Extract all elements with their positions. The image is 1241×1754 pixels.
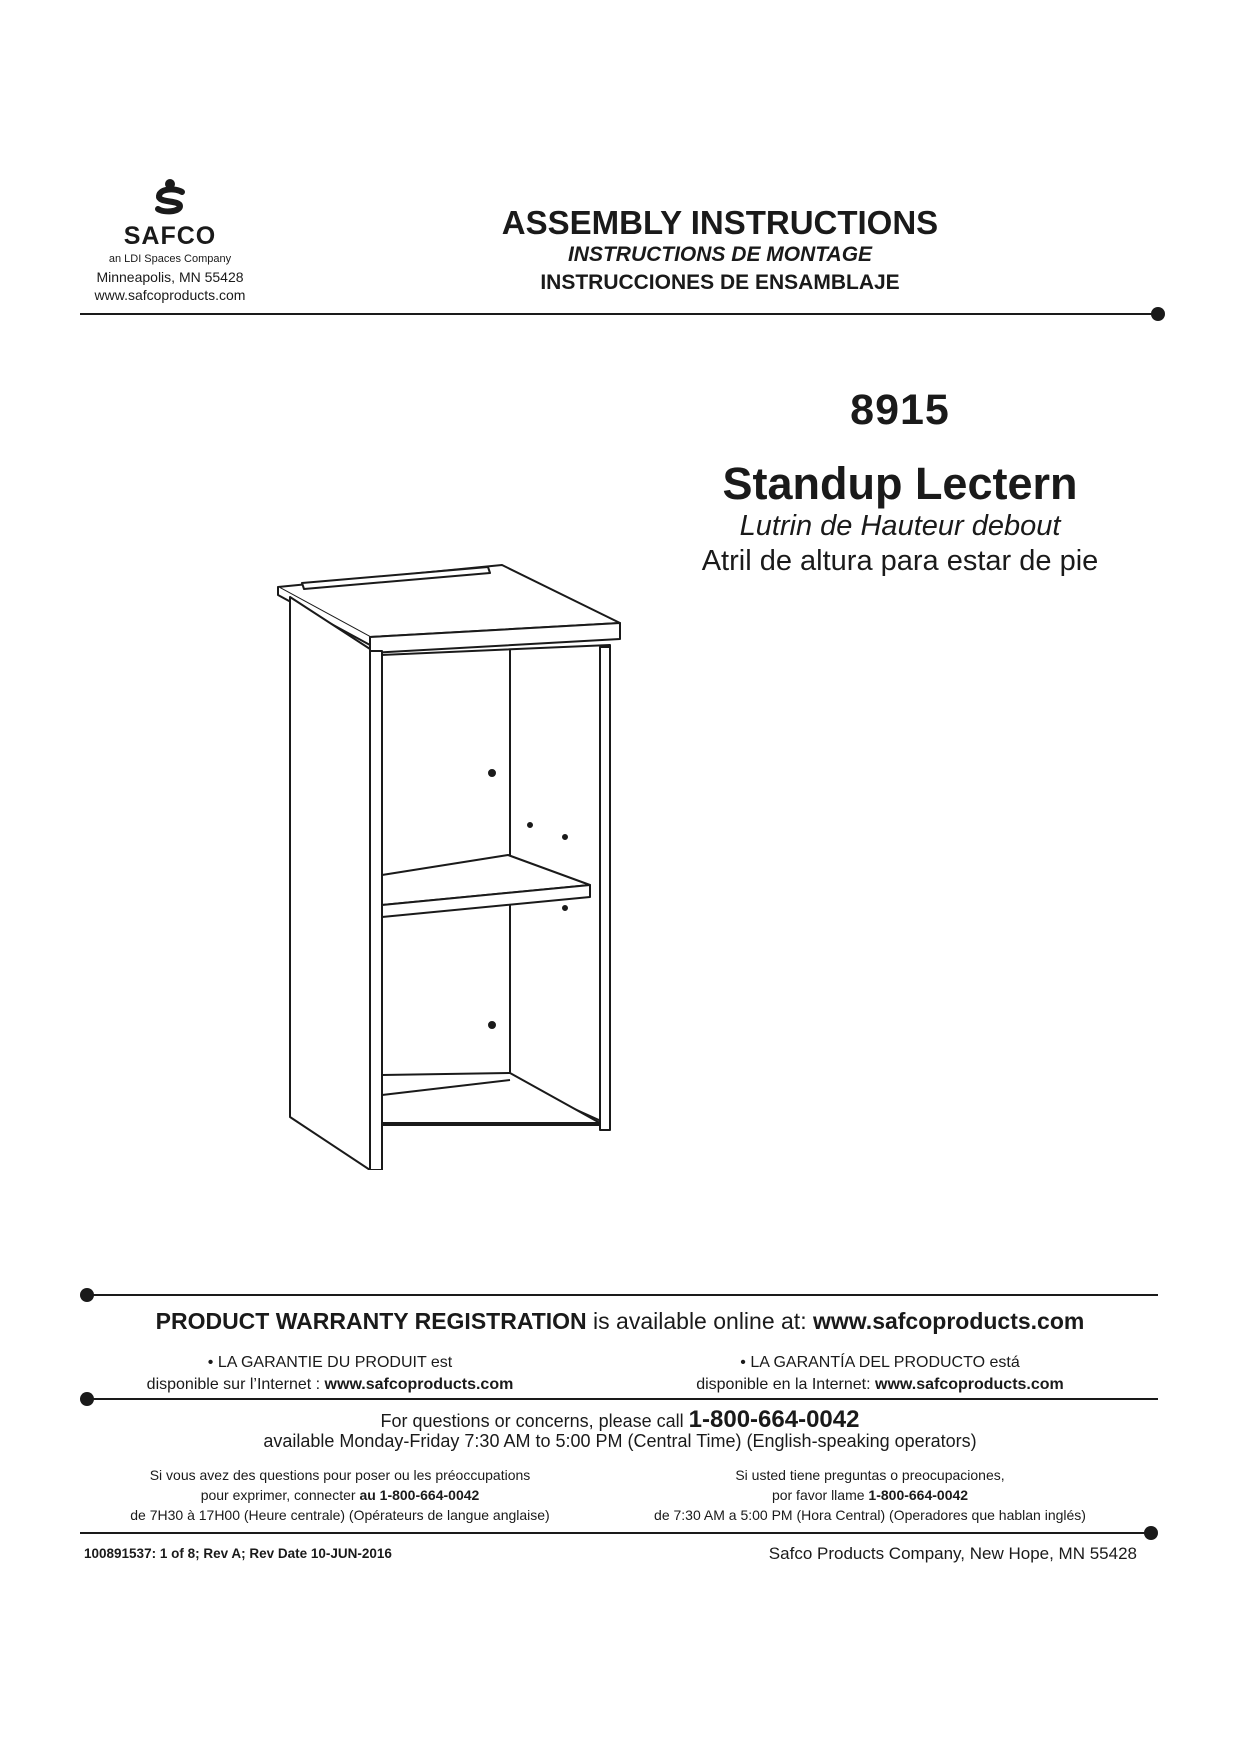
warranty-spanish — [620, 1352, 1140, 1396]
warranty-url[interactable]: www.safcoproducts.com — [812, 1308, 1085, 1334]
questions-availability: available Monday-Friday 7:30 AM to 5:00 PM (Central Time) (English-speaking operators) — [263, 1431, 977, 1451]
questions-french — [80, 1465, 600, 1525]
questions-french-line3: de 7H30 à 17H00 (Heure centrale) (Opérateurs de langue anglaise) — [130, 1507, 550, 1523]
warranty-spanish-line1: • LA GARANTÍA DEL PRODUCTO está — [740, 1354, 1020, 1371]
questions-spanish — [610, 1465, 1130, 1525]
warranty-spanish-url[interactable]: www.safcoproducts.com — [875, 1376, 1064, 1393]
product-name-english: Standup Lectern — [722, 458, 1078, 509]
footer-divider-dot — [1144, 1526, 1158, 1540]
warranty-label: PRODUCT WARRANTY REGISTRATION — [155, 1308, 587, 1334]
questions-divider — [88, 1398, 1158, 1400]
title-french: INSTRUCTIONS DE MONTAGE — [567, 243, 873, 266]
header-divider — [80, 313, 1158, 315]
questions-french-phone[interactable]: au 1-800-664-0042 — [359, 1487, 480, 1503]
warranty-top-divider — [88, 1294, 1158, 1296]
questions-spanish-prefix: por favor llame — [771, 1487, 869, 1503]
questions-spanish-line1: Si usted tiene preguntas o preocupaciones, — [735, 1467, 1005, 1483]
questions-phone[interactable]: 1-800-664-0042 — [688, 1406, 860, 1433]
brand-subtitle: an LDI Spaces Company — [108, 253, 232, 265]
questions-french-prefix: pour exprimer, connecter — [200, 1487, 360, 1503]
questions-french-line1: Si vous avez des questions pour poser ou les préoccupations — [149, 1467, 531, 1483]
warranty-french — [70, 1352, 590, 1396]
title-english: ASSEMBLY INSTRUCTIONS — [501, 204, 939, 241]
questions-contact — [200, 1406, 1040, 1451]
company-address: Safco Products Company, New Hope, MN 55428 — [768, 1544, 1137, 1563]
lectern-illustration — [260, 555, 630, 1170]
header-divider-dot — [1151, 307, 1165, 321]
title-spanish: INSTRUCCIONES DE ENSAMBLAJE — [540, 271, 900, 294]
warranty-registration-line — [80, 1308, 1160, 1335]
brand-city: Minneapolis, MN 55428 — [96, 269, 244, 285]
safco-logo-icon — [150, 176, 190, 216]
product-name-spanish: Atril de altura para estar de pie — [701, 545, 1099, 577]
product-name-french: Lutrin de Hauteur debout — [739, 510, 1061, 542]
questions-spanish-phone[interactable]: 1-800-664-0042 — [868, 1487, 969, 1503]
document-reference: 100891537: 1 of 8; Rev A; Rev Date 10-JUN-2016 — [84, 1546, 392, 1561]
model-number: 8915 — [850, 386, 950, 434]
footer-divider — [80, 1532, 1150, 1534]
warranty-french-line1: • LA GARANTIE DU PRODUIT est — [207, 1354, 453, 1371]
warranty-spanish-prefix: disponible en la Internet: — [696, 1376, 875, 1393]
brand-website[interactable]: www.safcoproducts.com — [94, 287, 246, 303]
questions-spanish-line3: de 7:30 AM a 5:00 PM (Hora Central) (Operadores que hablan inglés) — [654, 1507, 1086, 1523]
brand-name: SAFCO — [123, 222, 217, 250]
warranty-text: is available online at: — [586, 1308, 813, 1334]
warranty-french-prefix: disponible sur l’Internet : — [146, 1376, 325, 1393]
warranty-french-url[interactable]: www.safcoproducts.com — [324, 1376, 514, 1393]
questions-prefix: For questions or concerns, please call — [380, 1411, 689, 1431]
